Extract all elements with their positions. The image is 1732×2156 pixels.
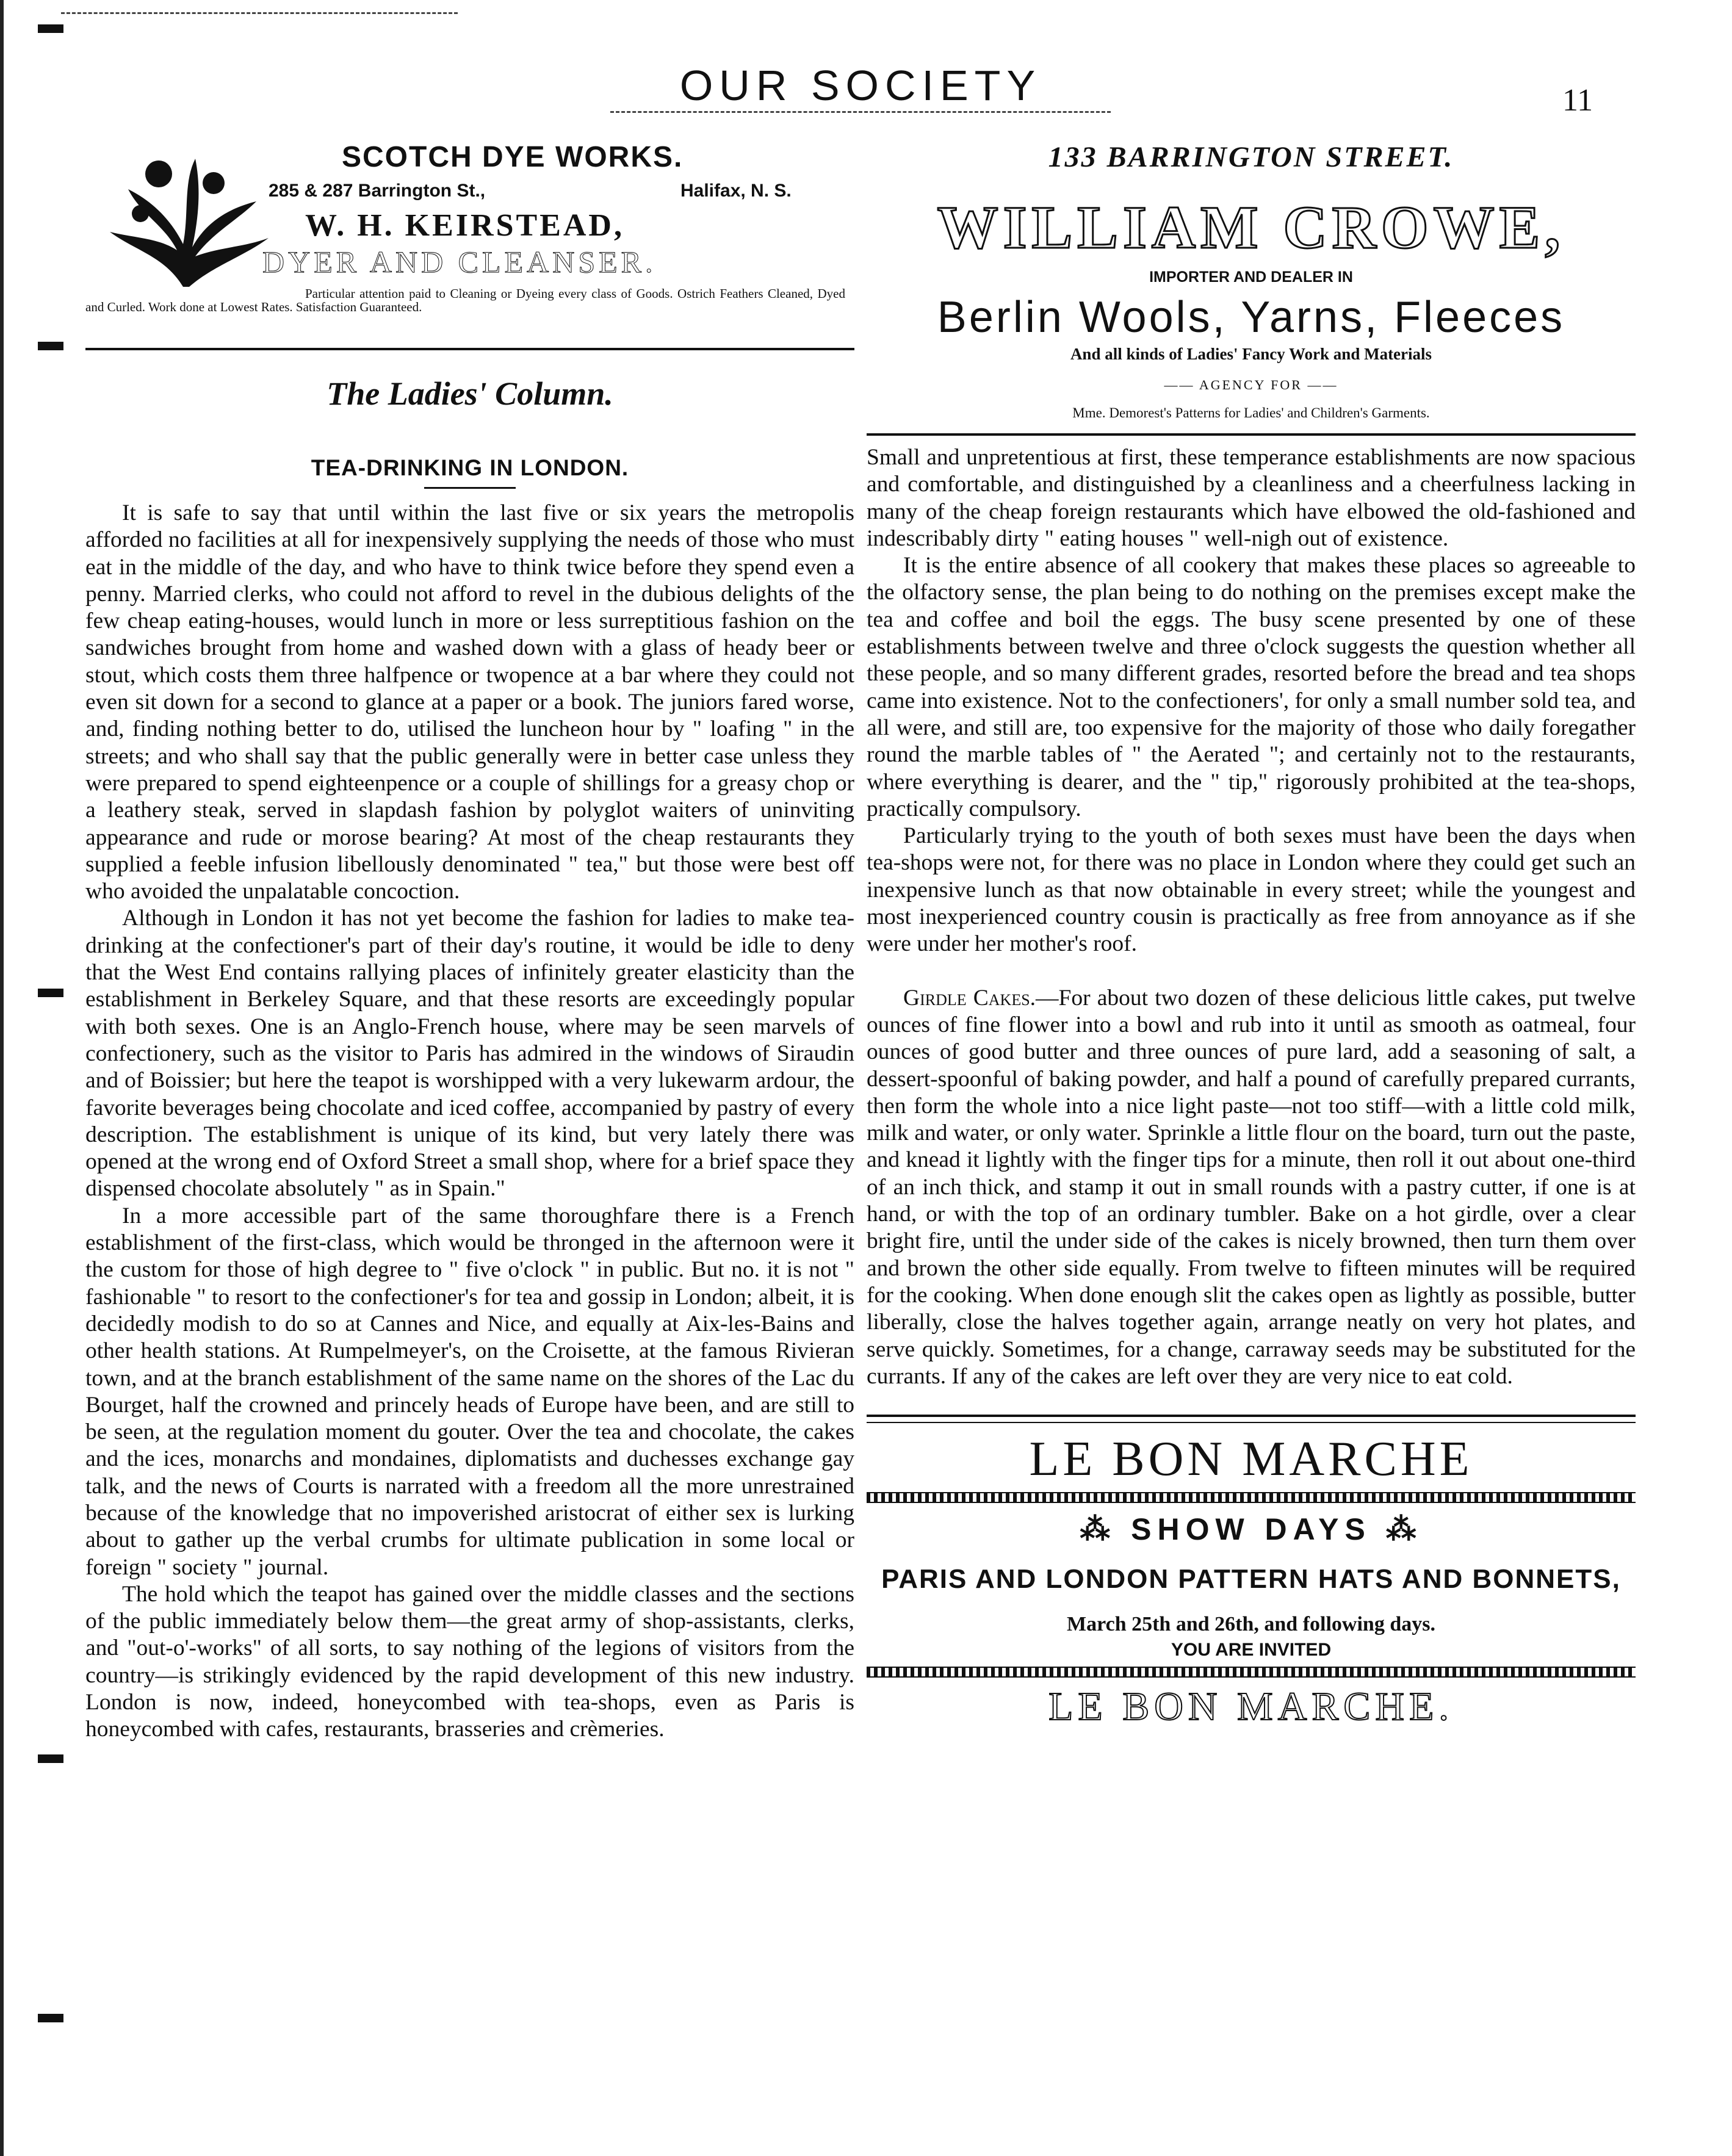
article-paragraph: It is safe to say that until within the last five or six years the metropolis afforded no facilities at all for inexpensively supplying the needs of those who must eat in the middle of the day, and who have to think twice before they spend even a penny. Married clerks, who could not afford to revel in the dubious delights of the few cheap eating-houses, would lunch in more or less surreptitious fashion on the sandwiches brought from home and washed down with a glass of heady beer or stout, which costs them three halfpence or twopence at a bar where they could not even sit down for a second to glance at a paper or a book. The juniors fared worse, and, finding nothing better to do, utilised the luncheon hour by " loafing " in the streets; and who shall say that the public generally were in better case unless they were prepared to spend eighteenpence or a couple of shillings for a greasy chop or a leathery steak, served in slapdash fashion by polyglot waiters of uninviting appearance and rude or morose bearing? At most of the cheap restaurants they supplied a feeble infusion libellously denominated " tea," but those were best off who avoided the unpalatable concoction. [85, 500, 854, 904]
article-paragraph: In a more accessible part of the same thoroughfare there is a French establishment of the first-class, which would be thronged in the afternoon were it the custom for those of high degree to " five o'clock " in public. But no. it is not " fashionable " to resort to the confectioner's for tea and gossip in London; albeit, it is decidedly modish to do so at Cannes and Nice, and equally at Aix-les-Bains and other health stations. At Rumpelmeyer's, on the Croisette, at the famous Rivieran town, and at the branch establishment of the same name on the shores of the Lac du Bourget, half the crowned and princely heads of Europe have been, and are still to be seen, at the regulation moment du gouter. Over the tea and chocolate, the cakes and the ices, monarchs and mondaines, diplomatists and duchesses exchange gay talk, and the news of Courts is narrated with a freedom all the more unrestrained because of the knowledge that no impoverished aristocrat of either sex is lurking about to gather up the verbal crumbs for ultimate publication in some local or foreign " society " journal. [85, 1203, 854, 1580]
hatched-rule [867, 1667, 1636, 1678]
running-head: OUR SOCIETY [679, 62, 1042, 109]
article-title: TEA-DRINKING IN LONDON. [311, 455, 629, 480]
bon-marche-dates: March 25th and 26th, and following days. [1067, 1613, 1435, 1636]
crowe-agency-label: AGENCY FOR [1199, 377, 1302, 392]
bon-marche-hats: PARIS AND LONDON PATTERN HATS AND BONNETS, [881, 1564, 1621, 1595]
ad-divider [867, 1415, 1636, 1417]
header-rule [610, 111, 1111, 113]
crowe-ad [867, 140, 1636, 421]
title-rule [424, 487, 516, 489]
bon-marche-name-top: LE BON MARCHE [1029, 1432, 1473, 1487]
article-paragraph: It is the entire absence of all cookery that makes these places so agreeable to the olfactory sense, the plan being to do nothing on the premises except make the tea and coffee and boil the eggs. The busy scene presented by one of these establishments between twelve and three o'clock suggests the question whether all these people, and so many different grades, resorted before the bread and tea shops came into existence. Not to the confectioners', for only a small number sold tea, and all were, and still are, too expensive for the majority of those who daily foregather round the marble tables of " the Aerated "; and certainly not to the restaurants, where everything is dearer, and the " tip," rigorously prohibited at the tea-shops, practically compulsory. [867, 553, 1636, 821]
article-paragraph: Although in London it has not yet become the fashion for ladies to make tea-drinking at the confectioner's part of their day's routine, it would be idle to deny that the West End contains rallying places of infinitely greater elasticity than the establishment in Berkeley Square, and that these resorts are exceedingly popular with both sexes. One is an Anglo-French house, where may be seen marvels of confectionery, such as the visitor to Paris has admired in the windows of Siraudin and of Boissier; but here the teapot is worshipped with a very lukewarm ardour, the favorite beverages being chocolate and iced coffee, accompanied by pastry of every description. The establishment is unique of its kind, but very lately there was opened at the wrong end of Oxford Street a small shop, where for a brief space they dispensed chocolate absolutely " as in Spain." [85, 906, 854, 1202]
section-heading: The Ladies' Column. [327, 375, 613, 412]
ornament-left-icon: ⁂ [1080, 1512, 1131, 1547]
recipe-paragraph [867, 985, 1636, 1390]
crowe-name: WILLIAM CROWE, [937, 193, 1565, 261]
show-days-heading [867, 1512, 1636, 1547]
bon-marche-name-bottom: LE BON MARCHE. [1048, 1684, 1454, 1729]
binding-mark [38, 2014, 63, 2022]
page-number: 11 [1562, 83, 1593, 118]
article-paragraph: Small and unpretentious at first, these temperance establishments are now spacious and comfortable, and distinguished by a cleanliness and a cheerfulness lacking in many of the cheap foreign restaurants which have elbowed the old-fashioned and indescribably dirty " eating houses " well-nigh out of existence. [867, 445, 1636, 551]
thistle-emblem-icon [92, 146, 275, 293]
scotch-dye-works-ad [85, 140, 854, 348]
ad-divider [85, 348, 854, 350]
crowe-goods: Berlin Wools, Yarns, Fleeces [937, 293, 1565, 342]
crowe-materials: And all kinds of Ladies' Fancy Work and Materials [1070, 345, 1432, 363]
binding-mark [38, 989, 63, 997]
dye-ad-title: SCOTCH DYE WORKS. [342, 141, 684, 173]
dye-ad-proprietor: W. H. KEIRSTEAD, [305, 208, 624, 243]
dye-ad-body: Particular attention paid to Cleaning or Dyeing every class of Goods. Ostrich Feathers Cleaned, Dyed and Curled. Work done at Lowest Rates. Satisfaction Guaranteed. [85, 286, 845, 314]
right-column [867, 140, 1636, 1730]
crowe-address: 133 BARRINGTON STREET. [1048, 141, 1454, 173]
recipe-title: Girdle Cakes. [903, 985, 1036, 1011]
header-rule [61, 12, 458, 14]
crowe-patterns: Mme. Demorest's Patterns for Ladies' and Children's Garments. [1072, 405, 1430, 420]
article-paragraph: The hold which the teapot has gained over the middle classes and the sections of the public immediately below them—the great army of shop-assistants, clerks, and "out-o'-works" of all sorts, to say nothing of the legions of visitors from the country—is strikingly evidenced by the rapid development of this new industry. London is now, indeed, honeycombed with tea-shops, even as Paris is honeycombed with cafes, restaurants, brasseries and crèmeries. [85, 1581, 854, 1742]
dye-ad-city: Halifax, N. S. [680, 181, 792, 201]
left-column [85, 140, 854, 1743]
binding-mark [38, 24, 63, 33]
bon-marche-invite: YOU ARE INVITED [1171, 1640, 1332, 1660]
show-days-label: SHOW DAYS [1131, 1512, 1371, 1547]
bon-marche-ad [867, 1432, 1636, 1730]
hatched-rule [867, 1492, 1636, 1503]
crowe-agency: —— AGENCY FOR —— [1164, 377, 1338, 392]
recipe-text: —For about two dozen of these delicious little cakes, put twelve ounces of fine flower into a bowl and rub into it until as smooth as oatmeal, four ounces of good butter and three ounces of pure lard, add a seasoning of salt, a dessert-spoonful of baking powder, and half a pound of carefully prepared currants, then form the whole into a nice light paste—not too stiff—with a little cold milk, milk and water, or only water. Sprinkle a little flour on the board, turn out the paste, and knead it lightly with the finger tips for a minute, then roll it out about one-third of an inch thick, and stamp it out in small rounds with a pastry cutter, if one is at hand, or with the top of an ordinary tumbler. Bake on a hot girdle, over a clear bright fire, until the under side of the cakes is nicely browned, then turn them over and brown the other side equally. From twelve to fifteen minutes will be required for the cooking. When done enough slit the cakes open as lightly as possible, butter liberally, close the halves together again, arrange neatly on very hot plates, and serve quickly. Sometimes, for a change, carraway seeds may be substituted for the currants. If any of the cakes are left over they are very nice to eat cold. [867, 985, 1636, 1389]
article-paragraph: Particularly trying to the youth of both sexes must have been the days when tea-shops were not, for there was no place in London where they could get such an inexpensive lunch as that now obtainable in every street; while the youngest and most inexperienced country cousin is practically as free from annoyance as if she were under her mother's roof. [867, 823, 1636, 957]
ad-divider [867, 1422, 1636, 1423]
ornament-right-icon: ⁂ [1371, 1512, 1423, 1547]
dye-ad-address: 285 & 287 Barrington St., [269, 181, 486, 201]
ad-divider [867, 433, 1636, 436]
crowe-dealer: IMPORTER AND DEALER IN [1149, 269, 1353, 286]
dye-ad-trade: DYER AND CLEANSER. [262, 245, 657, 279]
binding-edge-line [0, 0, 4, 2156]
binding-mark [38, 1754, 63, 1763]
binding-mark [38, 342, 63, 350]
